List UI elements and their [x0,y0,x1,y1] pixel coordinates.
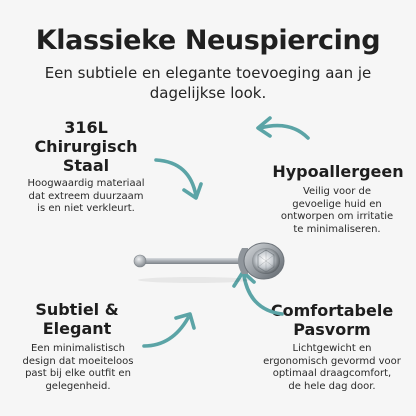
body-line: Veilig voor de [302,186,372,197]
body-line: optimaal draagcomfort, [272,368,392,379]
heading-line: Hypoallergeen [272,162,404,181]
heading-line: Chirurgisch [34,137,138,156]
body-line: te minimaliseren. [293,223,381,235]
curved-arrow-icon [250,108,314,148]
body-line: ergonomisch gevormd voor [263,355,401,367]
body-line: Lichtgewicht en [292,343,372,354]
body-line: dat extreem duurzaam [28,190,144,202]
heading-line: Elegant [42,319,112,338]
body-line: is en niet verkleurt. [37,203,135,214]
body-line: gelegenheid. [45,380,111,392]
nose-stud-image [130,236,290,296]
page-title: Klassieke Neuspiercing [35,25,381,56]
feature-heading-elegant [10,300,144,338]
feature-body-material [12,178,160,216]
body-line: Een minimalistisch [30,343,125,354]
page-subtitle: Een subtiele en elegante toevoeging aan je dagelijkse look. [44,64,372,102]
heading-line: 316L [64,118,108,137]
body-line: past bij elke outfit en [25,368,131,379]
curved-arrow-icon [136,306,202,356]
feature-body-elegant [10,343,146,393]
body-line: gevoelige huid en [292,198,382,210]
feature-body-hypoallergenic [262,186,412,236]
curved-arrow-icon [150,150,210,210]
feature-body-comfort [252,343,412,393]
heading-line: Staal [62,156,110,175]
heading-line: Comfortabele [270,301,394,320]
body-line: Hoogwaardig materiaal [27,178,145,189]
body-line: de hele dag door. [288,380,376,392]
heading-line: Subtiel & [35,300,119,319]
feature-heading-material [16,118,156,175]
body-line: ontworpen om irritatie [280,211,394,222]
feature-heading-hypoallergenic [264,162,412,181]
body-line: design dat moeiteloos [22,355,134,367]
heading-line: Pasvorm [293,320,371,339]
